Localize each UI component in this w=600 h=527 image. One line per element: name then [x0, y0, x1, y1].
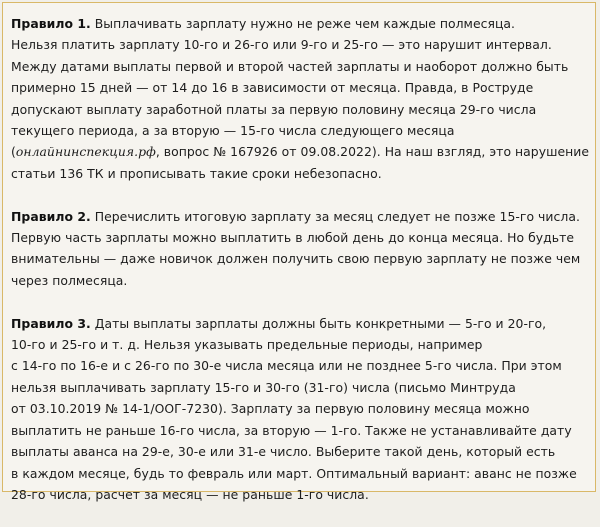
rule-3-text: Даты выплаты зарплаты должны быть конкретными — 5-го и 20-го,: [94, 315, 547, 331]
rule-3-title: Правило 3.: [11, 315, 91, 331]
rule-1-line-6: текущего периода, а за вторую — 15-го числа следующего месяца: [11, 123, 455, 139]
rule-1-line-8: статьи 136 ТК и прописывать такие сроки небезопасно.: [11, 165, 382, 181]
rule-2-line-3: внимательны — даже новичок должен получить свою первую зарплату не позже чем: [11, 251, 581, 267]
reference-details: , вопрос № 167926 от 09.08.2022). На наш взгляд, это нарушение: [155, 144, 590, 160]
reference-site: онлайнинспекция.рф: [15, 144, 156, 160]
rule-1: [11, 13, 595, 184]
rule-2-line-2: Первую часть зарплаты можно выплатить в любой день до конца месяца. Но будьте: [11, 230, 575, 246]
rule-2-line-4: через полмесяца.: [11, 272, 128, 288]
rule-1-text: Выплачивать зарплату нужно не реже чем каждые полмесяца.: [94, 16, 516, 31]
rule-1-line-3: Между датами выплаты первой и второй частей зарплаты и наоборот должно быть: [11, 58, 569, 74]
rule-1-line-7: [11, 141, 595, 162]
rule-3-line-2: 10-го и 25-го и т. д. Нельзя указывать предельные периоды, например: [11, 337, 483, 353]
rule-2-text: Перечислить итоговую зарплату за месяц следует не позже 15-го числа.: [94, 208, 580, 224]
rule-1-line-2: Нельзя платить зарплату 10-го и 26-го или 9-го и 25-го — это нарушит интервал.: [11, 37, 552, 53]
rule-3-line-5: от 03.10.2019 № 14-1/ООГ-7230). Зарплату за первую половину месяца можно: [11, 401, 530, 417]
rule-3-line-8: в каждом месяце, будь то февраль или март. Оптимальный вариант: аванс не позже: [11, 465, 577, 481]
rule-1-line-1: [11, 13, 595, 34]
rule-1-line-5: допускают выплату заработной платы за первую половину месяца 29-го числа: [11, 101, 537, 117]
rule-2-title: Правило 2.: [11, 208, 91, 224]
rule-2-line-1: [11, 206, 595, 227]
rule-1-title: Правило 1.: [11, 16, 91, 31]
rule-3-line-7: выплаты аванса на 29-е, 30-е или 31-е число. Выберите такой день, который есть: [11, 444, 556, 460]
reference-open-paren: (: [11, 144, 16, 160]
rule-3-line-3: с 14-го по 16-е и с 26-го по 30-е числа месяца или не позднее 5-го числа. При этом: [11, 358, 562, 374]
rule-3: [11, 313, 595, 506]
document-body: [11, 13, 595, 527]
rule-3-line-4: нельзя выплачивать зарплату 15-го и 30-го (31-го) числа (письмо Минтруда: [11, 379, 516, 395]
document-frame: [2, 2, 596, 502]
rule-3-line-1: [11, 313, 595, 334]
rule-1-line-4: примерно 15 дней — от 14 до 16 в зависимости от месяца. Правда, в Роструде: [11, 80, 534, 96]
rule-3-line-9: 28-го числа, расчет за месяц — не раньше 1-го числа.: [11, 486, 369, 502]
rule-3-line-6: выплатить не раньше 16-го числа, за вторую — 1-го. Также не устанавливайте дату: [11, 422, 572, 438]
rule-2: [11, 206, 595, 292]
